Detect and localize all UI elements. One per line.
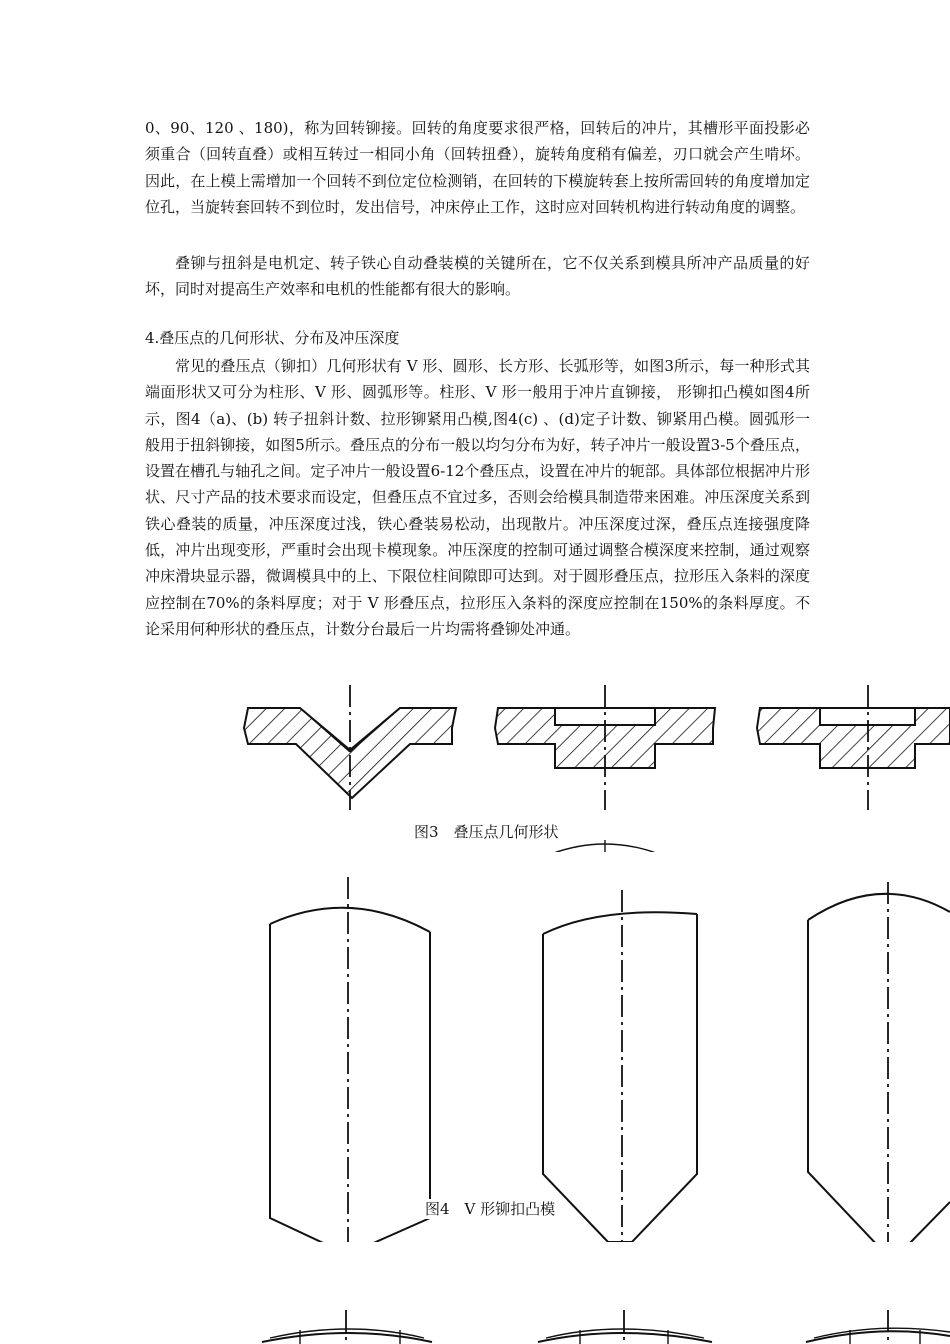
punch-b — [543, 890, 697, 1242]
figure-5-partial — [0, 1310, 950, 1344]
figure-break — [0, 852, 950, 858]
arc-punch-c — [806, 1310, 950, 1344]
paragraph-text: 常见的叠压点（铆扣）几何形状有 V 形、圆形、长方形、长弧形等，如图3所示，每一种形式其端面形状又可分为柱形、V 形、圆弧形等。柱形、V 形一般用于冲片直铆接， 形铆扣凸模如图4所示，图4（a)、(b) 转子扭斜计数、拉形铆紧用凸模,图4(c) 、(d)定子计数、铆紧用凸模。圆弧形一般用于扭斜铆接，如图5所示。叠压点的分布一般以均匀分布为好，转子冲片一般设置3-5个叠压点，设置在槽孔与轴孔之间。定子冲片一般设置6-12个叠压点，设置在冲片的轭部。具体部位根据冲片形状、尺寸产品的技术要求而设定，但叠压点不宜过多，否则会给模具制造带来困难。冲压深度关系到铁心叠装的质量，冲压深度过浅，铁心叠装易松动，出现散片。冲压深度过深，叠压点连接强度降低，冲片出现变形，严重时会出现卡模现象。冲压深度的控制可通过调整合模深度来控制，通过观察冲床滑块显示器，微调模具中的上、下限位柱间隙即可达到。对于圆形叠压点，拉形压入条料的深度应控制在70%的条料厚度；对于 V 形叠压点，拉形压入条料的深度应控制在150%的条料厚度。不论采用何种形状的叠压点，计数分台最后一片均需将叠铆处冲通。 — [145, 357, 810, 638]
paragraph-geometry — [145, 353, 810, 642]
v-shape-section — [244, 685, 456, 810]
figure-3-caption: 图3 叠压点几何形状 — [410, 822, 563, 842]
section-heading: 4.叠压点的几何形状、分布及冲压深度 — [145, 329, 400, 347]
punch-a — [270, 877, 430, 1242]
paragraph-text: 0、90、120 、180)，称为回转铆接。回转的角度要求很严格，回转后的冲片，其槽形平面投影必须重合（回转直叠）或相互转过一相同小角（回转扭叠），旋转角度稍有偏差，刃口就会产生啃坏。因此，在上模上需增加一个回转不到位定位检测销，在回转的下模旋转套上按所需回转的角度增加定位孔，当旋转套回转不到位时，发出信号，冲床停止工作，这时应对回转机构进行转动角度的调整。 — [145, 119, 810, 216]
punch-c — [808, 882, 950, 1242]
cylinder-shape-section — [495, 685, 715, 810]
paragraph-text: 叠铆与扭斜是电机定、转子铁心自动叠装模的关键所在，它不仅关系到模具所冲产品质量的好坏，同时对提高生产效率和电机的性能都有很大的影响。 — [145, 254, 810, 299]
cylinder-shape-section-right — [757, 685, 950, 810]
arc-punch-a — [262, 1310, 432, 1344]
paragraph-key-points — [145, 250, 810, 303]
figure-4-v-punches — [0, 862, 950, 1242]
arc-punch-b — [538, 1310, 712, 1344]
figure-4-caption: 图4 V 形铆扣凸模 — [421, 1199, 559, 1219]
paragraph-rotary-riveting — [145, 115, 810, 220]
